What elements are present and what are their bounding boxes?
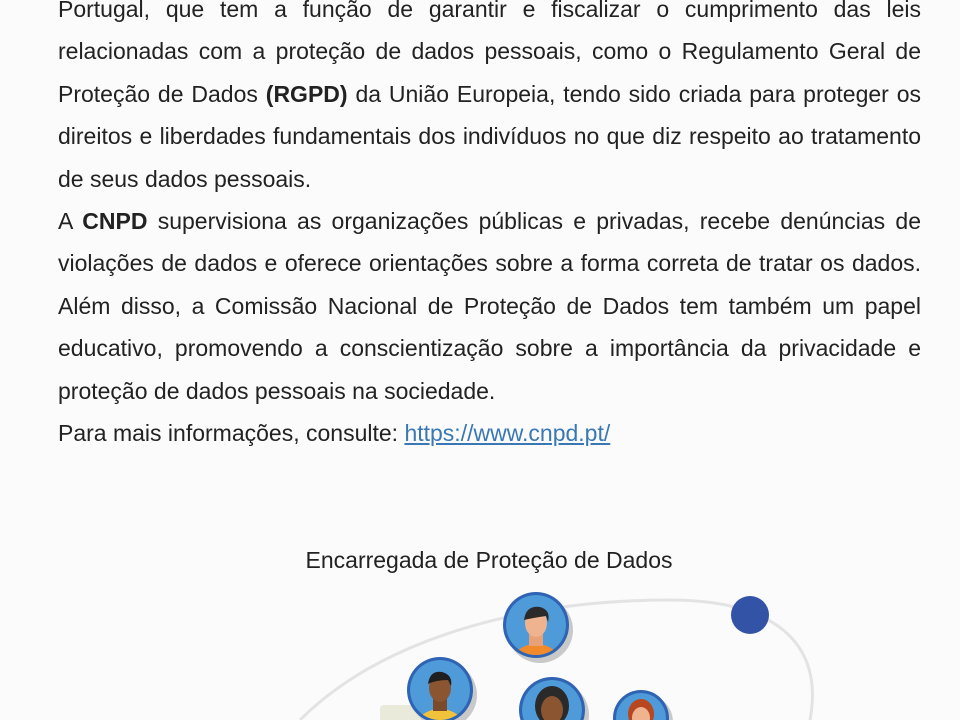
paragraph-text: Portugal, que tem a função de garantir e fiscalizar o cumprimento das leis relacionadas com a proteção de dados pessoais, como o Regulamento Geral de Proteção de Dados xyxy=(58,0,921,107)
dot-icon xyxy=(731,596,769,634)
bold-rgpd: (RGPD) xyxy=(265,80,348,107)
avatar-icon xyxy=(519,677,589,720)
document-body xyxy=(58,0,921,454)
paragraph-rgpd xyxy=(58,0,921,200)
paragraph-text: A xyxy=(58,208,83,235)
more-info-text: Para mais informações, consulte: xyxy=(58,420,405,447)
paragraph-more-info xyxy=(58,412,921,454)
avatar-icon xyxy=(503,592,573,680)
cnpd-link[interactable]: https://www.cnpd.pt/ xyxy=(404,420,611,447)
people-network-illustration xyxy=(0,580,960,720)
paragraph-text: supervisiona as organizações públicas e privadas, recebe denúncias de violações de dados e oferece orientações sobre a forma correta de tratar os dados. Além disso, a Comissão Nacional de Proteção de Dados tem também um papel educativo, promovendo a conscientização sobre a importância da privacidade e proteção de dados pessoais na sociedade. xyxy=(58,208,921,404)
avatar-icon xyxy=(613,690,673,720)
paragraph-text: da União Europeia, tendo sido criada para proteger os direitos e liberdades fundamentais dos indivíduos no que diz respeito ao tratamento de seus dados pessoais. xyxy=(58,80,922,192)
avatar-icon xyxy=(407,657,477,720)
section-title: Encarregada de Proteção de Dados xyxy=(305,547,673,573)
paragraph-cnpd xyxy=(58,200,921,412)
bold-cnpd: CNPD xyxy=(82,208,148,235)
